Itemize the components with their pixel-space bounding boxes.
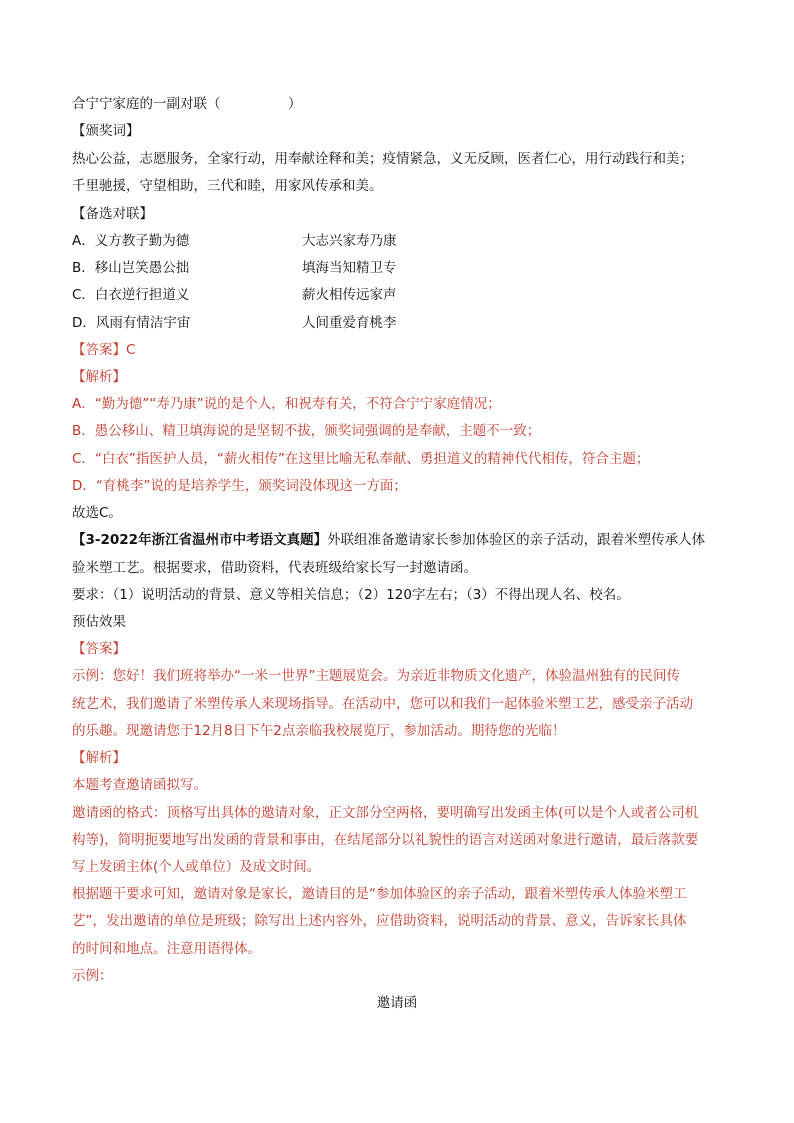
- analysis-1-line: B．愚公移山、精卫填海说的是坚韧不拔，颁奖词强调的是奉献，主题不一致；: [72, 423, 541, 439]
- analysis-2-line: 邀请函的格式：顶格写出具体的邀请对象，正文部分空两格，要明确写出发函主体(可以是个人或者公司机: [72, 805, 699, 821]
- question-3: [72, 531, 732, 549]
- option-c-left: C．白衣逆行担道义: [72, 287, 190, 303]
- question-3-text: 外联组准备邀请家长参加体验区的亲子活动，跟着米塑传承人体: [327, 532, 706, 548]
- answer-2-line: 示例：您好！我们班将举办“一米一世界”主题展览会。为亲近非物质文化遗产，体验温州独有的民间传: [72, 668, 680, 684]
- analysis-2-heading: 【解析】: [72, 750, 126, 766]
- analysis-2-line: 本题考查邀请函拟写。: [72, 777, 207, 793]
- answer-2-line: 统艺术，我们邀请了米塑传承人来现场指导。在活动中，您可以和我们一起体验米塑工艺，感受亲子活动: [72, 696, 693, 712]
- option-d-right: 人间重爱育桃李: [302, 315, 397, 331]
- award-heading: 【颁奖词】: [72, 123, 140, 139]
- question-3-source: 【3-2022年浙江省温州市中考语文真题】: [72, 532, 328, 548]
- analysis-2-line: 的时间和地点。注意用语得体。: [72, 941, 261, 957]
- award-text-line: 千里驰援，守望相助，三代和睦，用家风传承和美。: [72, 178, 383, 194]
- option-a-left: A．义方教子勤为德: [72, 233, 190, 249]
- analysis-1-line: A．“勤为德”“寿乃康”说的是个人，和祝寿有关，不符合宁宁家庭情况；: [72, 396, 501, 412]
- question-intro: 合宁宁家庭的一副对联（ ）: [72, 96, 302, 112]
- analysis-2-line: 写上发函主体(个人或单位）及成文时间。: [72, 859, 321, 875]
- option-row-a: [72, 232, 732, 250]
- option-b-right: 填海当知精卫专: [302, 260, 397, 276]
- option-row-b: [72, 259, 732, 277]
- option-a-right: 大志兴家寿乃康: [302, 233, 397, 249]
- answer-2-heading: 【答案】: [72, 641, 126, 657]
- option-b-left: B．移山岂笑愚公拙: [72, 260, 190, 276]
- analysis-1-line: C．“白衣”指医护人员，“薪火相传”在这里比喻无私奉献、勇担道义的精神代代相传，符合主题；: [72, 451, 650, 467]
- option-c-right: 薪火相传远家声: [302, 287, 397, 303]
- question-3-effect: 预估效果: [72, 614, 126, 630]
- option-d-left: D．风雨有情洁宇宙: [72, 315, 191, 331]
- award-text-line: 热心公益，志愿服务，全家行动，用奉献诠释和美；疫情紧急，义无反顾，医者仁心，用行动践行和美；: [72, 151, 693, 167]
- analysis-2-line: 示例：: [72, 968, 113, 984]
- letter-title: 邀请函: [376, 995, 418, 1011]
- option-row-c: [72, 286, 732, 304]
- question-3-requirement: 要求：（1）说明活动的背景、意义等相关信息；（2）120字左右；（3）不得出现人名、校名。: [72, 587, 630, 603]
- couplet-heading: 【备选对联】: [72, 206, 153, 222]
- analysis-1-heading: 【解析】: [72, 369, 126, 385]
- question-3-line: 验米塑工艺。根据要求，借助资料，代表班级给家长写一封邀请函。: [72, 560, 477, 576]
- conclusion-1: 故选C。: [72, 505, 122, 521]
- option-row-d: [72, 314, 732, 332]
- analysis-2-line: 艺”，发出邀请的单位是班级；除写出上述内容外，应借助资料，说明活动的背景、意义，告诉家长具体: [72, 913, 687, 929]
- answer-1: 【答案】C: [72, 342, 136, 358]
- analysis-1-line: D．“育桃李”说的是培养学生，颁奖词没体现这一方面；: [72, 478, 407, 494]
- answer-2-line: 的乐趣。现邀请您于12月8日下午2点亲临我校展览厅，参加活动。期待您的光临！: [72, 723, 566, 739]
- analysis-2-line: 根据题干要求可知，邀请对象是家长，邀请目的是“参加体验区的亲子活动，跟着米塑传承人体验米塑工: [72, 886, 687, 902]
- analysis-2-line: 构等)，简明扼要地写出发函的背景和事由，在结尾部分以礼貌性的语言对送函对象进行邀请，最后落款要: [72, 832, 699, 848]
